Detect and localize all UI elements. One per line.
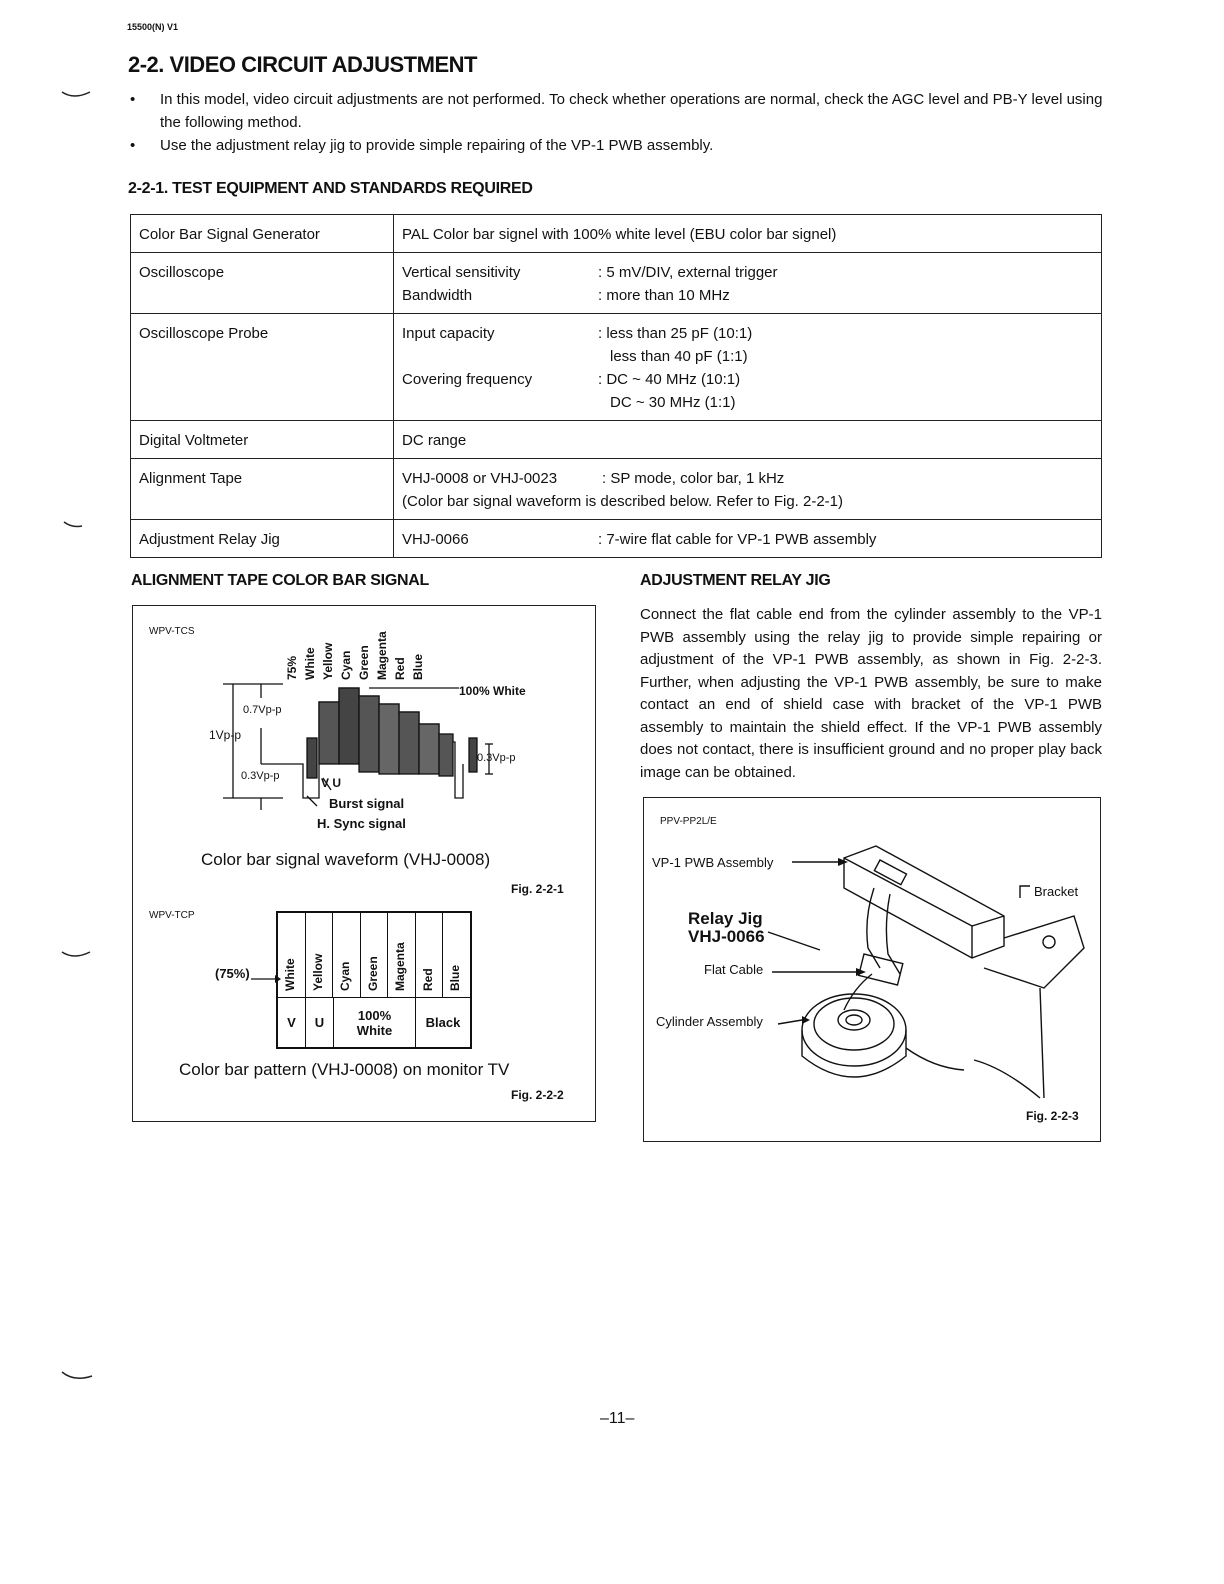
alignment-tape-heading: ALIGNMENT TAPE COLOR BAR SIGNAL bbox=[131, 572, 429, 589]
relay-jig-model: VHJ-0066 bbox=[688, 927, 765, 946]
white-level-label: 100% White bbox=[459, 684, 526, 698]
bar-label: Cyan bbox=[339, 650, 353, 680]
spec-value: : 7-wire flat cable for VP-1 PWB assembly bbox=[598, 531, 877, 548]
table-row bbox=[131, 253, 1102, 314]
spec-value: : 5 mV/DIV, external trigger bbox=[598, 264, 778, 281]
bar-label: Red bbox=[393, 657, 407, 680]
binding-marks bbox=[60, 80, 100, 1400]
burst-label: Burst signal bbox=[329, 796, 405, 811]
flat-cable-label: Flat Cable bbox=[704, 962, 764, 977]
equipment-name: Oscilloscope Probe bbox=[131, 314, 394, 421]
percent-label: (75%) bbox=[215, 966, 250, 981]
relay-jig-heading: ADJUSTMENT RELAY JIG bbox=[640, 572, 831, 589]
vp1-label: VP-1 PWB Assembly bbox=[652, 855, 774, 870]
pattern-cell: 100% White bbox=[334, 998, 416, 1048]
table-row bbox=[131, 520, 1102, 558]
figure-caption: Color bar pattern (VHJ-0008) on monitor TV bbox=[179, 1060, 510, 1079]
figure-tag: WPV-TCP bbox=[149, 910, 195, 921]
bullet-item: • Use the adjustment relay jig to provide simple repairing of the VP-1 PWB assembly. bbox=[130, 134, 1110, 157]
table-row bbox=[131, 459, 1102, 520]
bottom-row bbox=[278, 997, 470, 1048]
voltage-label: 1Vp-p bbox=[209, 728, 242, 742]
pattern-bar-label: Red bbox=[420, 968, 435, 991]
spec-key: Covering frequency bbox=[402, 371, 533, 388]
color-bars-row bbox=[278, 913, 470, 997]
equipment-spec bbox=[394, 253, 1102, 314]
pattern-bar-label: Magenta bbox=[393, 942, 408, 991]
equipment-spec: PAL Color bar signel with 100% white level (EBU color bar signel) bbox=[394, 215, 1102, 253]
bullet-item: • In this model, video circuit adjustments are not performed. To check whether operations are normal, check the AGC level and PB-Y level using the following method. bbox=[130, 88, 1110, 134]
equipment-spec bbox=[394, 520, 1102, 558]
bar-label: White bbox=[303, 647, 317, 680]
relay-jig-name: Relay Jig bbox=[688, 909, 763, 928]
equipment-spec: DC range bbox=[394, 421, 1102, 459]
bullet-text: In this model, video circuit adjustments are not performed. To check whether operations are normal, check the AGC level and PB-Y level using the following method. bbox=[160, 91, 1103, 131]
figure-tag: PPV-PP2L/E bbox=[660, 816, 717, 827]
spec-key: VHJ-0008 or VHJ-0023 bbox=[402, 470, 558, 487]
table-row bbox=[131, 314, 1102, 421]
spec-value: less than 40 pF (1:1) bbox=[610, 348, 748, 365]
spec-key: Input capacity bbox=[402, 325, 495, 342]
equipment-name: Color Bar Signal Generator bbox=[131, 215, 394, 253]
relay-jig-figure-box bbox=[643, 797, 1101, 1142]
equipment-heading: 2-2-1. TEST EQUIPMENT AND STANDARDS REQUIRED bbox=[128, 180, 533, 197]
equipment-name: Alignment Tape bbox=[131, 459, 394, 520]
spec-value: DC ~ 30 MHz (1:1) bbox=[610, 394, 736, 411]
equipment-spec bbox=[394, 459, 1102, 520]
figure-number: Fig. 2-2-1 bbox=[511, 882, 564, 896]
figure-number: Fig. 2-2-2 bbox=[511, 1088, 564, 1102]
pattern-bar-label: Green bbox=[365, 956, 380, 991]
spec-key: Bandwidth bbox=[402, 287, 473, 304]
bar-label: Green bbox=[357, 645, 371, 680]
section-title: 2-2. VIDEO CIRCUIT ADJUSTMENT bbox=[128, 52, 477, 77]
bracket-label: Bracket bbox=[1034, 884, 1079, 899]
pattern-bar-label: Blue bbox=[448, 964, 463, 991]
spec-value: : DC ~ 40 MHz (10:1) bbox=[598, 371, 741, 388]
equipment-table bbox=[130, 214, 1102, 558]
bar-label: Yellow bbox=[321, 642, 335, 680]
page-number: –11– bbox=[600, 1410, 635, 1427]
figure-tag: WPV-TCS bbox=[149, 626, 195, 637]
pattern-bar-label: Cyan bbox=[338, 961, 353, 991]
spec-value: : more than 10 MHz bbox=[598, 287, 730, 304]
equipment-name: Oscilloscope bbox=[131, 253, 394, 314]
hsync-label: H. Sync signal bbox=[317, 816, 406, 831]
spec-key: VHJ-0066 bbox=[402, 531, 469, 548]
bar-labels bbox=[285, 618, 445, 680]
voltage-label: 0.7Vp-p bbox=[243, 704, 282, 716]
table-row bbox=[131, 215, 1102, 253]
pattern-cell: U bbox=[306, 998, 334, 1048]
bar-label: 75% bbox=[285, 655, 299, 680]
equipment-spec bbox=[394, 314, 1102, 421]
spec-key: Vertical sensitivity bbox=[402, 264, 521, 281]
spec-note: (Color bar signal waveform is described below. Refer to Fig. 2-2-1) bbox=[402, 493, 844, 510]
cylinder-label: Cylinder Assembly bbox=[656, 1014, 763, 1029]
equipment-name: Adjustment Relay Jig bbox=[131, 520, 394, 558]
bar-label: Blue bbox=[411, 653, 425, 680]
pattern-cell: Black bbox=[425, 1015, 461, 1030]
color-pattern-grid bbox=[276, 911, 472, 1049]
table-row bbox=[131, 421, 1102, 459]
color-bar-figure-box bbox=[132, 605, 596, 1122]
pattern-bar-label: White bbox=[283, 958, 297, 991]
pattern-cell: V bbox=[278, 998, 306, 1048]
bullet-text: Use the adjustment relay jig to provide simple repairing of the VP-1 PWB assembly. bbox=[160, 137, 714, 154]
spec-value: : SP mode, color bar, 1 kHz bbox=[602, 470, 785, 487]
voltage-label: 0.3Vp-p bbox=[241, 770, 280, 782]
spec-value: : less than 25 pF (10:1) bbox=[598, 325, 753, 342]
voltage-label: 0.3Vp-p bbox=[477, 752, 516, 764]
relay-jig-paragraph: Connect the flat cable end from the cylinder assembly to the VP-1 PWB assembly using the relay jig to provide simple repairing or adjustment of the VP-1 PWB assembly, as shown in Fig. 2-2-3. Further, when adjusting the VP-1 PWB assembly, be sure to make contact an end of shield case with bracket of the VP-1 PWB assembly to maintain the shield effect. If the VP-1 PWB assembly does not contact, there is insufficient ground and no proper play back image can be obtained. bbox=[640, 606, 1102, 781]
vu-label: V U bbox=[321, 776, 342, 790]
relay-jig-label bbox=[688, 910, 765, 946]
pattern-bar-label: Yellow bbox=[310, 953, 325, 991]
figure-number: Fig. 2-2-3 bbox=[1026, 1109, 1079, 1123]
equipment-name: Digital Voltmeter bbox=[131, 421, 394, 459]
document-id: 15500(N) V1 bbox=[127, 22, 179, 32]
figure-caption: Color bar signal waveform (VHJ-0008) bbox=[201, 850, 491, 869]
bar-label: Magenta bbox=[375, 631, 389, 680]
